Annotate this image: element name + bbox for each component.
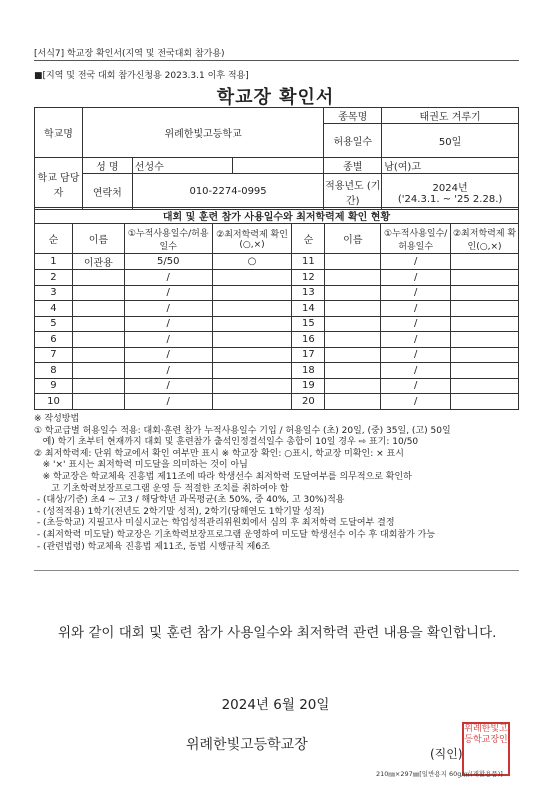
row-days-2: / xyxy=(381,347,451,363)
row-no: 8 xyxy=(35,363,73,379)
allowed-days-label: 허용일수 xyxy=(324,124,382,158)
row-days: / xyxy=(124,347,212,363)
note-line: ※ 학교장은 학교체육 진흥법 제11조에 따라 학생선수 최저학력 도달여부를 의무적으로 확인하 xyxy=(34,471,412,482)
info-table xyxy=(34,107,519,210)
row-name xyxy=(72,363,124,379)
row-name-2 xyxy=(325,332,381,348)
row-name xyxy=(72,347,124,363)
note-line: - (최저학력 미도달) 학교장은 기초학력보장프로그램 운영하여 미도달 학생선수 이수 후 대회참가 가능 xyxy=(34,529,436,540)
row-name-2 xyxy=(325,270,381,286)
row-days: / xyxy=(124,332,212,348)
row-name-2 xyxy=(325,394,381,410)
row-check xyxy=(212,347,292,363)
contact-name-label: 성 명 xyxy=(82,158,132,174)
row-no-2: 14 xyxy=(292,301,325,317)
col-header-no: 순 xyxy=(35,224,73,254)
period-value xyxy=(382,174,519,210)
row-check-2 xyxy=(451,394,519,410)
row-days: / xyxy=(124,270,212,286)
row-name: 이관용 xyxy=(72,254,124,270)
table-row xyxy=(35,332,519,348)
table-row xyxy=(35,363,519,379)
row-name xyxy=(72,394,124,410)
row-name xyxy=(72,332,124,348)
gender-value: 남(여)고 xyxy=(382,158,519,174)
principal-name: 위례한빛고등학교장 xyxy=(186,737,308,753)
row-days: 5/50 xyxy=(124,254,212,270)
row-no: 5 xyxy=(35,316,73,332)
issue-date: 2024년 6월 20일 xyxy=(221,697,330,713)
row-days: / xyxy=(124,285,212,301)
phone-value: 010-2274-0995 xyxy=(132,174,324,210)
note-line: - (성적적용) 1학기(전년도 2학기말 성적), 2학기(당해연도 1학기말 성적) xyxy=(34,506,325,517)
note-line: 예) 학기 초부터 현재까지 대회 및 훈련참가 출석인정결석일수 총합이 10일 경우 ⇨ 표기: 10/50 xyxy=(34,437,419,448)
row-days-2: / xyxy=(381,270,451,286)
row-check xyxy=(212,301,292,317)
table-row xyxy=(35,394,519,410)
row-check-2 xyxy=(451,254,519,270)
row-check-2 xyxy=(451,301,519,317)
notes-heading: ※ 작성방법 xyxy=(34,414,80,424)
row-no: 4 xyxy=(35,301,73,317)
row-days-2: / xyxy=(381,254,451,270)
notes-divider xyxy=(34,570,519,571)
row-check xyxy=(212,270,292,286)
period-range: ('24.3.1. ~ '25 2.28.) xyxy=(397,193,503,205)
row-no: 1 xyxy=(35,254,73,270)
table-row xyxy=(35,270,519,286)
row-name-2 xyxy=(325,254,381,270)
row-no-2: 16 xyxy=(292,332,325,348)
col-header-check: ②최저학력제 확인(○,×) xyxy=(212,224,292,254)
row-no-2: 17 xyxy=(292,347,325,363)
row-days: / xyxy=(124,316,212,332)
form-label: [서식7] 학교장 확인서(지역 및 전국대회 참가용) xyxy=(34,49,225,59)
official-stamp: 위례한빛고등학교장인 xyxy=(462,722,510,776)
row-name-2 xyxy=(325,316,381,332)
paper-spec: 210㎜×297㎜[일반용지 60g/㎡(재활용품)] xyxy=(376,770,503,778)
usage-table xyxy=(34,207,519,410)
row-no-2: 20 xyxy=(292,394,325,410)
row-days-2: / xyxy=(381,363,451,379)
row-days-2: / xyxy=(381,301,451,317)
row-days: / xyxy=(124,363,212,379)
row-no-2: 15 xyxy=(292,316,325,332)
contact-label: 학교 담당자 xyxy=(35,158,83,210)
row-check-2 xyxy=(451,270,519,286)
note-line: - (초등학교) 지필고사 미실시교는 학업성적관리위원회에서 심의 후 최저학력 도달여부 결정 xyxy=(34,518,395,529)
row-no-2: 18 xyxy=(292,363,325,379)
row-no-2: 11 xyxy=(292,254,325,270)
row-days-2: / xyxy=(381,394,451,410)
school-name-label: 학교명 xyxy=(35,108,83,158)
row-no: 6 xyxy=(35,332,73,348)
row-name xyxy=(72,316,124,332)
row-name xyxy=(72,301,124,317)
row-check xyxy=(212,316,292,332)
period-year: 2024년 xyxy=(432,182,468,194)
row-days: / xyxy=(124,301,212,317)
row-days-2: / xyxy=(381,378,451,394)
row-check xyxy=(212,394,292,410)
row-name-2 xyxy=(325,301,381,317)
col-header-no-2: 순 xyxy=(292,224,325,254)
writing-guide xyxy=(34,414,451,553)
table-row xyxy=(35,301,519,317)
col-header-name-2: 이름 xyxy=(325,224,381,254)
row-check xyxy=(212,285,292,301)
row-name xyxy=(72,285,124,301)
row-no: 3 xyxy=(35,285,73,301)
row-check-2 xyxy=(451,332,519,348)
row-check-2 xyxy=(451,316,519,332)
note-line: - (관련법령) 학교체육 진흥법 제11조, 동법 시행규칙 제6조 xyxy=(34,541,270,552)
note-line: ② 최저학력제: 단위 학교에서 확인 여부만 표시 ※ 학교장 확인: ○표시, 학교장 미확인: × 표시 xyxy=(34,448,404,459)
row-name-2 xyxy=(325,363,381,379)
row-no-2: 13 xyxy=(292,285,325,301)
phone-label: 연락처 xyxy=(82,174,132,210)
col-header-days-2: ①누적사용일수/허용일수 xyxy=(381,224,451,254)
row-days-2: / xyxy=(381,316,451,332)
period-label: 적용년도 (기간) xyxy=(324,174,382,210)
row-check: ○ xyxy=(212,254,292,270)
gender-label: 종별 xyxy=(324,158,382,174)
row-name-2 xyxy=(325,285,381,301)
event-value: 태권도 겨루기 xyxy=(382,108,519,124)
row-check-2 xyxy=(451,347,519,363)
row-no: 2 xyxy=(35,270,73,286)
note-line: - (대상/기준) 초4 ~ 고3 / 해당학년 과목평균(초 50%, 중 40%, 고 30%)적용 xyxy=(34,495,345,506)
row-no: 7 xyxy=(35,347,73,363)
school-name-value: 위례한빛고등학교 xyxy=(82,108,323,158)
applicability-note: ■[지역 및 전국 대회 참가신청용 2023.3.1 이후 적용] xyxy=(34,71,249,81)
table-row xyxy=(35,254,519,270)
row-name xyxy=(72,270,124,286)
allowed-days-value: 50일 xyxy=(382,124,519,158)
row-name-2 xyxy=(325,378,381,394)
row-check-2 xyxy=(451,285,519,301)
row-days-2: / xyxy=(381,285,451,301)
row-name xyxy=(72,378,124,394)
row-no-2: 19 xyxy=(292,378,325,394)
row-no-2: 12 xyxy=(292,270,325,286)
note-line: ※ '×' 표시는 최저학력 미도달을 의미하는 것이 아님 xyxy=(34,460,248,471)
page-title: 학교장 확인서 xyxy=(216,87,335,108)
table-row xyxy=(35,347,519,363)
table-row xyxy=(35,285,519,301)
col-header-days: ①누적사용일수/허용일수 xyxy=(124,224,212,254)
row-check xyxy=(212,332,292,348)
contact-name-value: 선성수 xyxy=(132,158,232,174)
col-header-name: 이름 xyxy=(72,224,124,254)
row-days-2: / xyxy=(381,332,451,348)
usage-table-title: 대회 및 훈련 참가 사용일수와 최저학력제 확인 현황 xyxy=(35,208,519,224)
row-no: 9 xyxy=(35,378,73,394)
row-name-2 xyxy=(325,347,381,363)
row-no: 10 xyxy=(35,394,73,410)
row-check xyxy=(212,363,292,379)
table-row xyxy=(35,378,519,394)
row-check-2 xyxy=(451,363,519,379)
confirmation-text: 위와 같이 대회 및 훈련 참가 사용일수와 최저학력 관련 내용을 확인합니다. xyxy=(58,625,497,641)
row-days: / xyxy=(124,378,212,394)
table-row xyxy=(35,316,519,332)
row-check xyxy=(212,378,292,394)
note-line: ① 학교급별 허용일수 적용: 대회·훈련 참가 누적사용일수 기입 / 허용일수 (초) 20일, (중) 35일, (고) 50일 xyxy=(34,425,451,436)
seal-placeholder: (직인) xyxy=(430,747,463,761)
row-check-2 xyxy=(451,378,519,394)
col-header-check-2: ②최저학력제 확인(○,×) xyxy=(451,224,519,254)
event-label: 종목명 xyxy=(324,108,382,124)
note-line: 고 기초학력보장프로그램 운영 등 적절한 조치를 취하여야 함 xyxy=(34,483,289,494)
row-days: / xyxy=(124,394,212,410)
header-divider xyxy=(34,60,519,61)
